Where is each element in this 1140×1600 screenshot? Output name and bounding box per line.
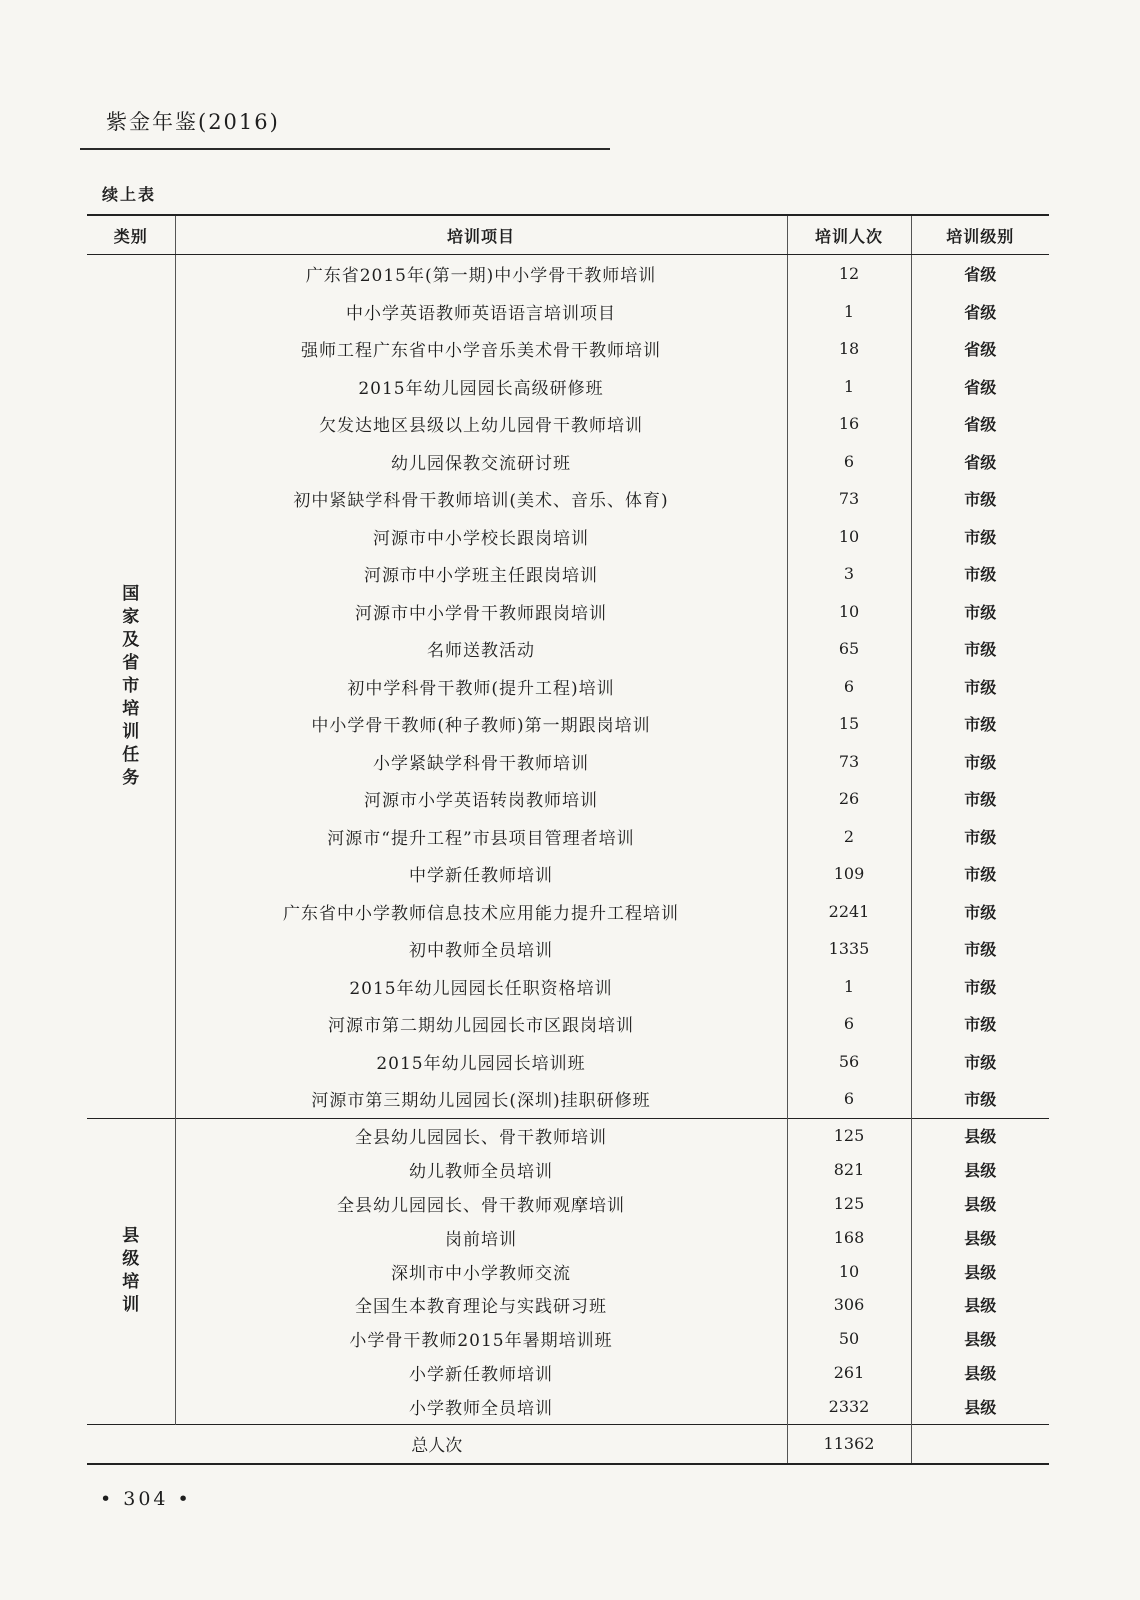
project-cell: 中学新任教师培训 [175,855,787,893]
count-cell: 16 [787,405,911,443]
table-row [87,855,1049,893]
project-cell: 广东省中小学教师信息技术应用能力提升工程培训 [175,893,787,931]
project-cell: 小学新任教师培训 [175,1356,787,1390]
count-cell: 306 [787,1288,911,1322]
project-cell: 欠发达地区县级以上幼儿园骨干教师培训 [175,405,787,443]
count-cell: 10 [787,593,911,631]
table-row [87,968,1049,1006]
count-cell: 125 [787,1186,911,1220]
project-cell: 幼儿园保教交流研讨班 [175,443,787,481]
table-row [87,1288,1049,1322]
level-cell: 市级 [911,743,1049,781]
count-cell: 2332 [787,1390,911,1424]
table-row [87,630,1049,668]
table-row [87,293,1049,331]
count-cell: 6 [787,1080,911,1118]
level-cell: 省级 [911,405,1049,443]
level-cell: 市级 [911,705,1049,743]
count-cell: 73 [787,743,911,781]
level-cell: 县级 [911,1118,1049,1152]
level-cell: 市级 [911,630,1049,668]
project-cell: 深圳市中小学教师交流 [175,1254,787,1288]
project-cell: 中小学骨干教师(种子教师)第一期跟岗培训 [175,705,787,743]
count-cell: 56 [787,1043,911,1081]
table-row [87,1118,1049,1152]
level-cell: 省级 [911,293,1049,331]
level-cell: 县级 [911,1288,1049,1322]
level-cell: 省级 [911,330,1049,368]
header-category: 类别 [87,215,175,255]
count-cell: 26 [787,780,911,818]
total-level [911,1424,1049,1464]
count-cell: 1335 [787,930,911,968]
table-row [87,1043,1049,1081]
level-cell: 县级 [911,1390,1049,1424]
table-row [87,743,1049,781]
header-row [87,215,1049,255]
level-cell: 市级 [911,1080,1049,1118]
level-cell: 市级 [911,518,1049,556]
level-cell: 市级 [911,1005,1049,1043]
level-cell: 县级 [911,1152,1049,1186]
project-cell: 河源市中小学骨干教师跟岗培训 [175,593,787,631]
training-table [87,214,1049,1465]
table-body [87,255,1049,1464]
count-cell: 18 [787,330,911,368]
header-project: 培训项目 [175,215,787,255]
level-cell: 市级 [911,593,1049,631]
level-cell: 市级 [911,668,1049,706]
count-cell: 2 [787,818,911,856]
count-cell: 1 [787,368,911,406]
table-row [87,368,1049,406]
level-cell: 市级 [911,555,1049,593]
table-row [87,1152,1049,1186]
table-row [87,818,1049,856]
category-cell [87,255,175,1119]
count-cell: 15 [787,705,911,743]
table-row [87,1220,1049,1254]
count-cell: 6 [787,668,911,706]
project-cell: 全县幼儿园园长、骨干教师培训 [175,1118,787,1152]
count-cell: 1 [787,968,911,1006]
count-cell: 821 [787,1152,911,1186]
level-cell: 县级 [911,1254,1049,1288]
table-row [87,443,1049,481]
project-cell: 初中紧缺学科骨干教师培训(美术、音乐、体育) [175,480,787,518]
project-cell: 河源市中小学班主任跟岗培训 [175,555,787,593]
count-cell: 10 [787,518,911,556]
continued-label: 续上表 [102,185,157,204]
project-cell: 强师工程广东省中小学音乐美术骨干教师培训 [175,330,787,368]
count-cell: 6 [787,1005,911,1043]
table-row [87,668,1049,706]
level-cell: 县级 [911,1220,1049,1254]
category-label: 县级培训 [122,1226,140,1315]
table-row [87,330,1049,368]
category-label: 国家及省市培训任务 [122,583,140,788]
table-row [87,1356,1049,1390]
count-cell: 73 [787,480,911,518]
level-cell: 市级 [911,780,1049,818]
header-level: 培训级别 [911,215,1049,255]
count-cell: 12 [787,255,911,293]
table-row [87,1080,1049,1118]
project-cell: 名师送教活动 [175,630,787,668]
count-cell: 50 [787,1322,911,1356]
table-row [87,593,1049,631]
page-number: • 304 • [100,1488,192,1510]
total-row [87,1424,1049,1464]
project-cell: 河源市“提升工程”市县项目管理者培训 [175,818,787,856]
count-cell: 65 [787,630,911,668]
project-cell: 全国生本教育理论与实践研习班 [175,1288,787,1322]
count-cell: 125 [787,1118,911,1152]
project-cell: 河源市第二期幼儿园园长市区跟岗培训 [175,1005,787,1043]
project-cell: 幼儿教师全员培训 [175,1152,787,1186]
project-cell: 广东省2015年(第一期)中小学骨干教师培训 [175,255,787,293]
project-cell: 河源市第三期幼儿园园长(深圳)挂职研修班 [175,1080,787,1118]
count-cell: 168 [787,1220,911,1254]
level-cell: 县级 [911,1186,1049,1220]
table-row [87,1390,1049,1424]
table-row [87,780,1049,818]
level-cell: 县级 [911,1356,1049,1390]
table-row [87,555,1049,593]
count-cell: 109 [787,855,911,893]
level-cell: 市级 [911,893,1049,931]
table-row [87,705,1049,743]
table-row [87,1005,1049,1043]
table-row [87,1186,1049,1220]
project-cell: 河源市中小学校长跟岗培训 [175,518,787,556]
project-cell: 初中学科骨干教师(提升工程)培训 [175,668,787,706]
category-cell [87,1118,175,1424]
project-cell: 小学骨干教师2015年暑期培训班 [175,1322,787,1356]
level-cell: 市级 [911,818,1049,856]
header-rule [80,148,610,150]
running-head: 紫金年鉴(2016) [106,110,280,134]
project-cell: 河源市小学英语转岗教师培训 [175,780,787,818]
count-cell: 10 [787,1254,911,1288]
training-table-container [87,214,1049,1465]
project-cell: 2015年幼儿园园长任职资格培训 [175,968,787,1006]
project-cell: 初中教师全员培训 [175,930,787,968]
project-cell: 2015年幼儿园园长培训班 [175,1043,787,1081]
level-cell: 市级 [911,480,1049,518]
level-cell: 省级 [911,443,1049,481]
level-cell: 市级 [911,855,1049,893]
level-cell: 市级 [911,968,1049,1006]
level-cell: 市级 [911,930,1049,968]
count-cell: 261 [787,1356,911,1390]
project-cell: 岗前培训 [175,1220,787,1254]
table-row [87,255,1049,293]
total-count: 11362 [787,1424,911,1464]
level-cell: 县级 [911,1322,1049,1356]
level-cell: 省级 [911,255,1049,293]
table-row [87,1322,1049,1356]
count-cell: 6 [787,443,911,481]
level-cell: 省级 [911,368,1049,406]
project-cell: 全县幼儿园园长、骨干教师观摩培训 [175,1186,787,1220]
project-cell: 小学教师全员培训 [175,1390,787,1424]
count-cell: 2241 [787,893,911,931]
count-cell: 1 [787,293,911,331]
table-row [87,893,1049,931]
project-cell: 2015年幼儿园园长高级研修班 [175,368,787,406]
project-cell: 中小学英语教师英语语言培训项目 [175,293,787,331]
count-cell: 3 [787,555,911,593]
header-count: 培训人次 [787,215,911,255]
level-cell: 市级 [911,1043,1049,1081]
table-row [87,405,1049,443]
project-cell: 小学紧缺学科骨干教师培训 [175,743,787,781]
total-label: 总人次 [87,1424,787,1464]
table-row [87,930,1049,968]
table-row [87,480,1049,518]
table-row [87,518,1049,556]
table-row [87,1254,1049,1288]
